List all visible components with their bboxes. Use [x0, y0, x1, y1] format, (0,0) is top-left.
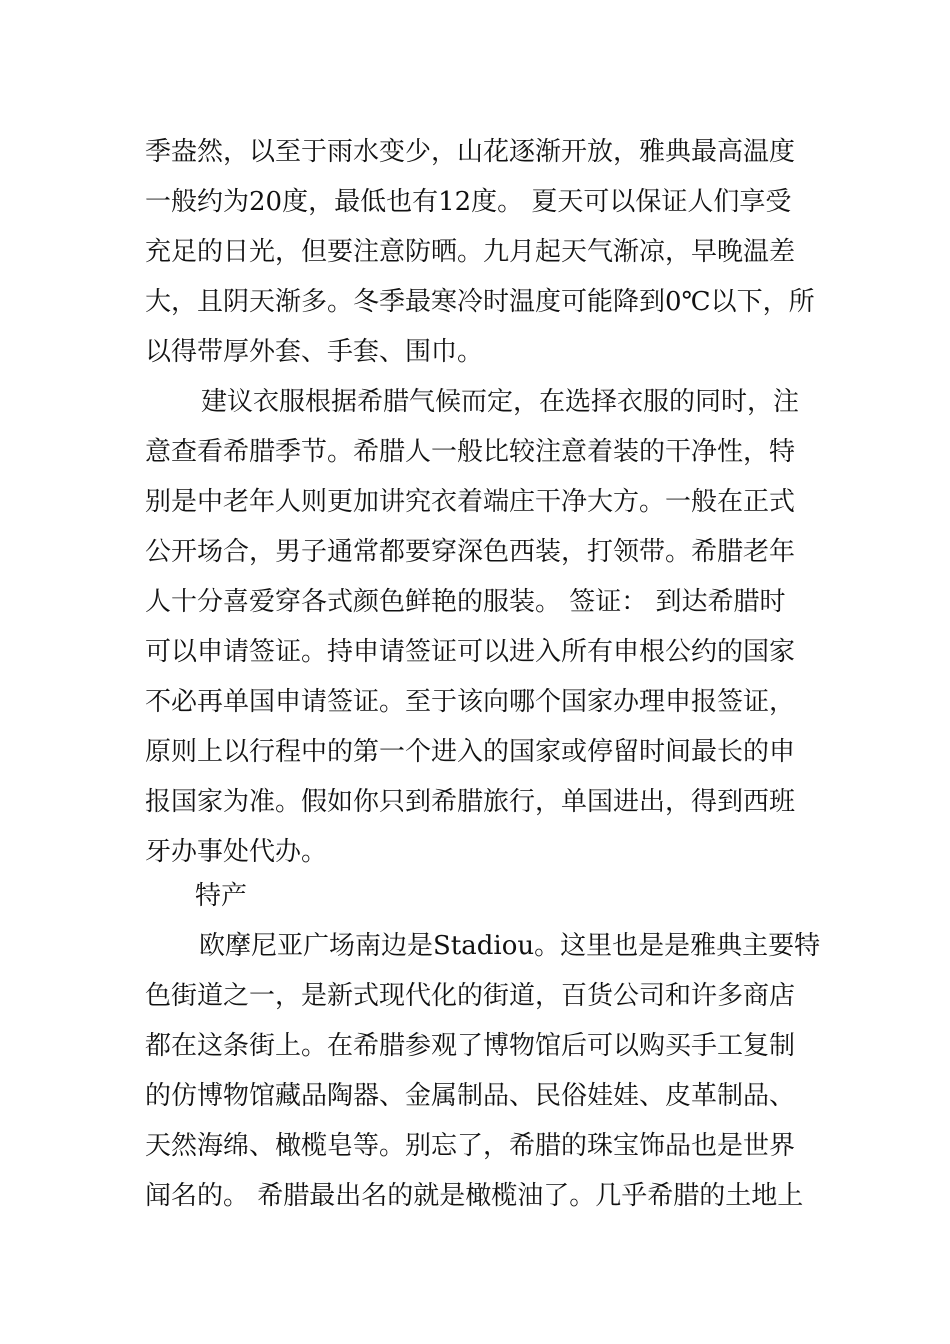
text-line: 的仿博物馆藏品陶器、金属制品、民俗娃娃、皮革制品、 — [145, 1081, 796, 1111]
text-line: 一般约为20度，最低也有12度。 夏天可以保证人们享受 — [145, 187, 792, 217]
text-line: 天然海绵、橄榄皂等。别忘了，希腊的珠宝饰品也是世界 — [145, 1131, 796, 1161]
text-line: 建议衣服根据希腊气候而定，在选择衣服的同时，注 — [201, 387, 800, 417]
text-line: 不必再单国申请签证。至于该向哪个国家办理申报签证， — [145, 687, 796, 717]
text-line: 欧摩尼亚广场南边是Stadiou。这里也是是雅典主要特 — [199, 931, 821, 961]
text-line: 充足的日光，但要注意防晒。九月起天气渐凉，早晚温差 — [145, 237, 796, 267]
text-line: 原则上以行程中的第一个进入的国家或停留时间最长的申 — [145, 737, 796, 767]
text-line: 人十分喜爱穿各式颜色鲜艳的服装。 签证： 到达希腊时 — [145, 587, 786, 617]
text-line: 意查看希腊季节。希腊人一般比较注意着装的干净性，特 — [145, 437, 796, 467]
text-line: 季盎然，以至于雨水变少，山花逐渐开放，雅典最高温度 — [145, 137, 796, 167]
text-line: 大，且阴天渐多。冬季最寒冷时温度可能降到0℃以下，所 — [145, 287, 815, 317]
text-line: 以得带厚外套、手套、围巾。 — [145, 337, 484, 367]
text-line: 可以申请签证。持申请签证可以进入所有申根公约的国家 — [145, 637, 796, 667]
text-line: 公开场合，男子通常都要穿深色西装，打领带。希腊老年 — [145, 537, 796, 567]
text-line: 闻名的。 希腊最出名的就是橄榄油了。几乎希腊的土地上 — [145, 1181, 804, 1211]
text-line: 牙办事处代办。 — [145, 837, 328, 867]
text-line: 色街道之一，是新式现代化的街道，百货公司和许多商店 — [145, 981, 796, 1011]
text-line: 别是中老年人则更加讲究衣着端庄干净大方。一般在正式 — [145, 487, 796, 517]
text-line: 报国家为准。假如你只到希腊旅行，单国进出，得到西班 — [145, 787, 796, 817]
section-heading: 特产 — [195, 881, 248, 911]
text-line: 都在这条街上。在希腊参观了博物馆后可以购买手工复制 — [145, 1031, 796, 1061]
